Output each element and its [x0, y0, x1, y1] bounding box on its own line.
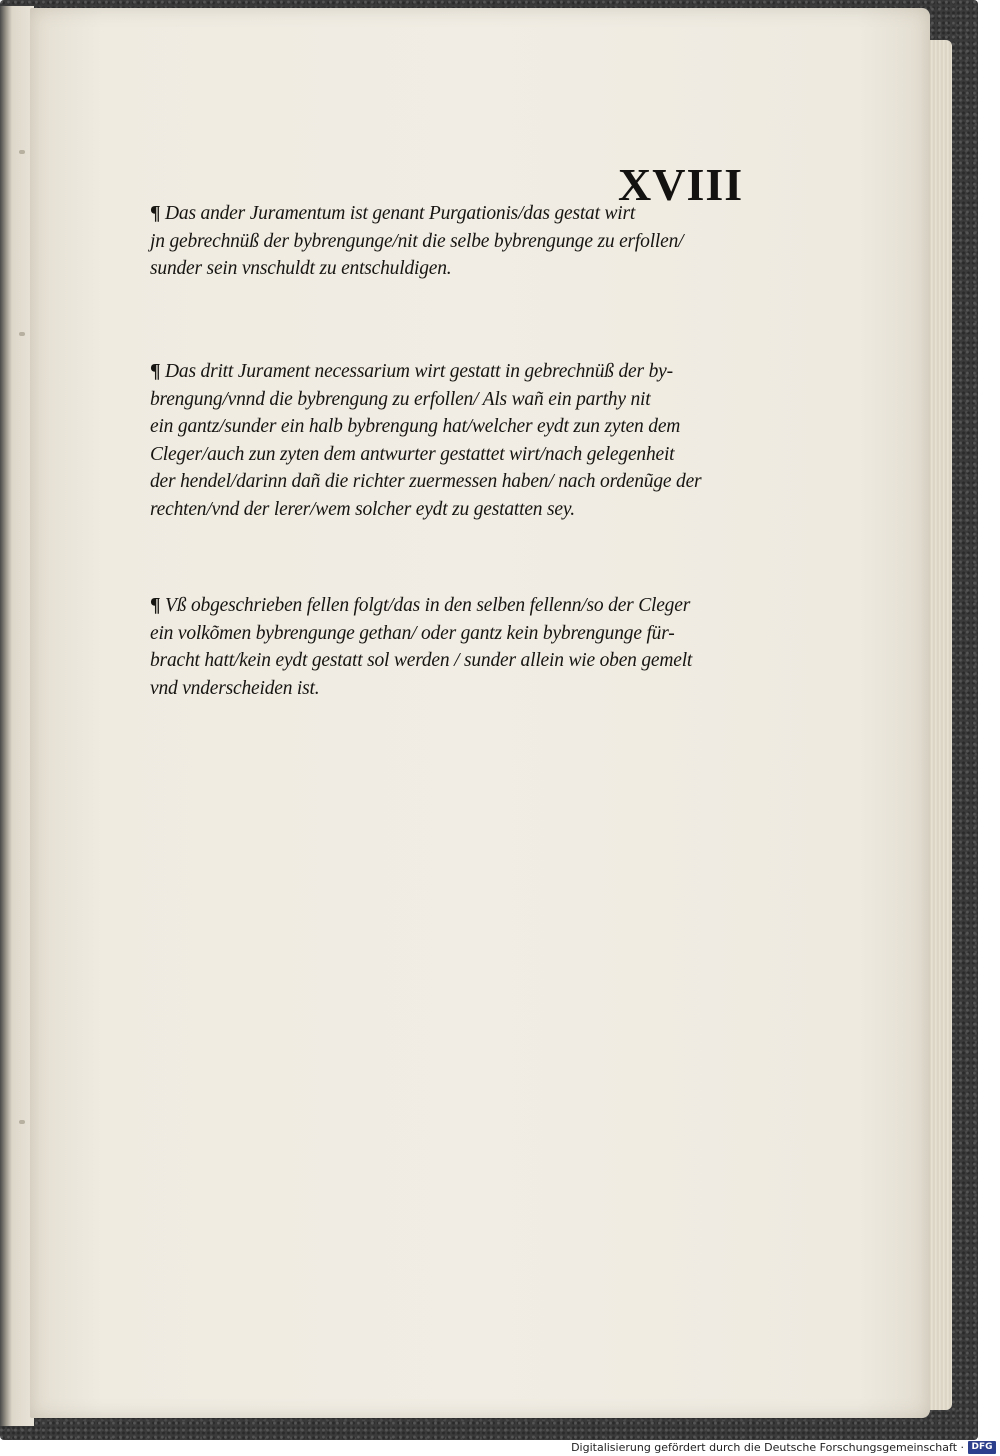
binding-thread [19, 150, 25, 154]
text-line: brengung/vnnd die bybrengung zu erfollen/ Als wañ ein parthy nit [150, 388, 651, 410]
binding-thread [19, 332, 25, 336]
text-line: ¶ Vß obgeschrieben fellen folgt/das in den selben fellenn/so der Cleger [150, 595, 691, 616]
pilcrow-mark: ¶ [150, 595, 161, 616]
text-line: der hendel/darinn dañ die richter zuermessen haben/ nach ordenũge der [150, 471, 702, 492]
pilcrow-mark: ¶ [150, 203, 161, 224]
text-line: rechten/vnd der lerer/wem solcher eydt zu gestatten sey. [150, 498, 575, 520]
folio-number: XVIII [618, 159, 744, 210]
text-line: sunder sein vnschuldt zu entschuldigen. [150, 258, 452, 279]
text-line: ein gantz/sunder ein halb bybrengung hat/welcher eydt zun zyten dem [150, 416, 681, 437]
paragraph-3 [150, 592, 790, 702]
funding-credit: Digitalisierung gefördert durch die Deutsche Forschungsgemeinschaft · [571, 1441, 964, 1454]
dfg-logo: DFG [968, 1441, 996, 1454]
text-line: ¶ Das dritt Jurament necessarium wirt gestatt in gebrechnüß der by- [150, 361, 673, 382]
pilcrow-mark: ¶ [150, 361, 161, 382]
text-line: ein volkõmen bybrengunge gethan/ oder gantz kein bybrengunge für- [150, 622, 675, 644]
text-line: vnd vnderscheiden ist. [150, 677, 320, 699]
binding-thread [19, 1120, 25, 1124]
text-line: Cleger/auch zun zyten dem antwurter gestattet wirt/nach gelegenheit [150, 443, 675, 465]
binding-gutter [0, 6, 34, 1426]
text-line: jn gebrechnüß der bybrengunge/nit die selbe bybrengunge zu erfollen/ [150, 230, 684, 252]
paragraph-1 [150, 200, 790, 283]
paragraph-2 [150, 358, 790, 523]
text-line: bracht hatt/kein eydt gestatt sol werden / sunder allein wie oben gemelt [150, 650, 693, 671]
text-line: ¶ Das ander Juramentum ist genant Purgationis/das gestat wirt [150, 203, 636, 224]
